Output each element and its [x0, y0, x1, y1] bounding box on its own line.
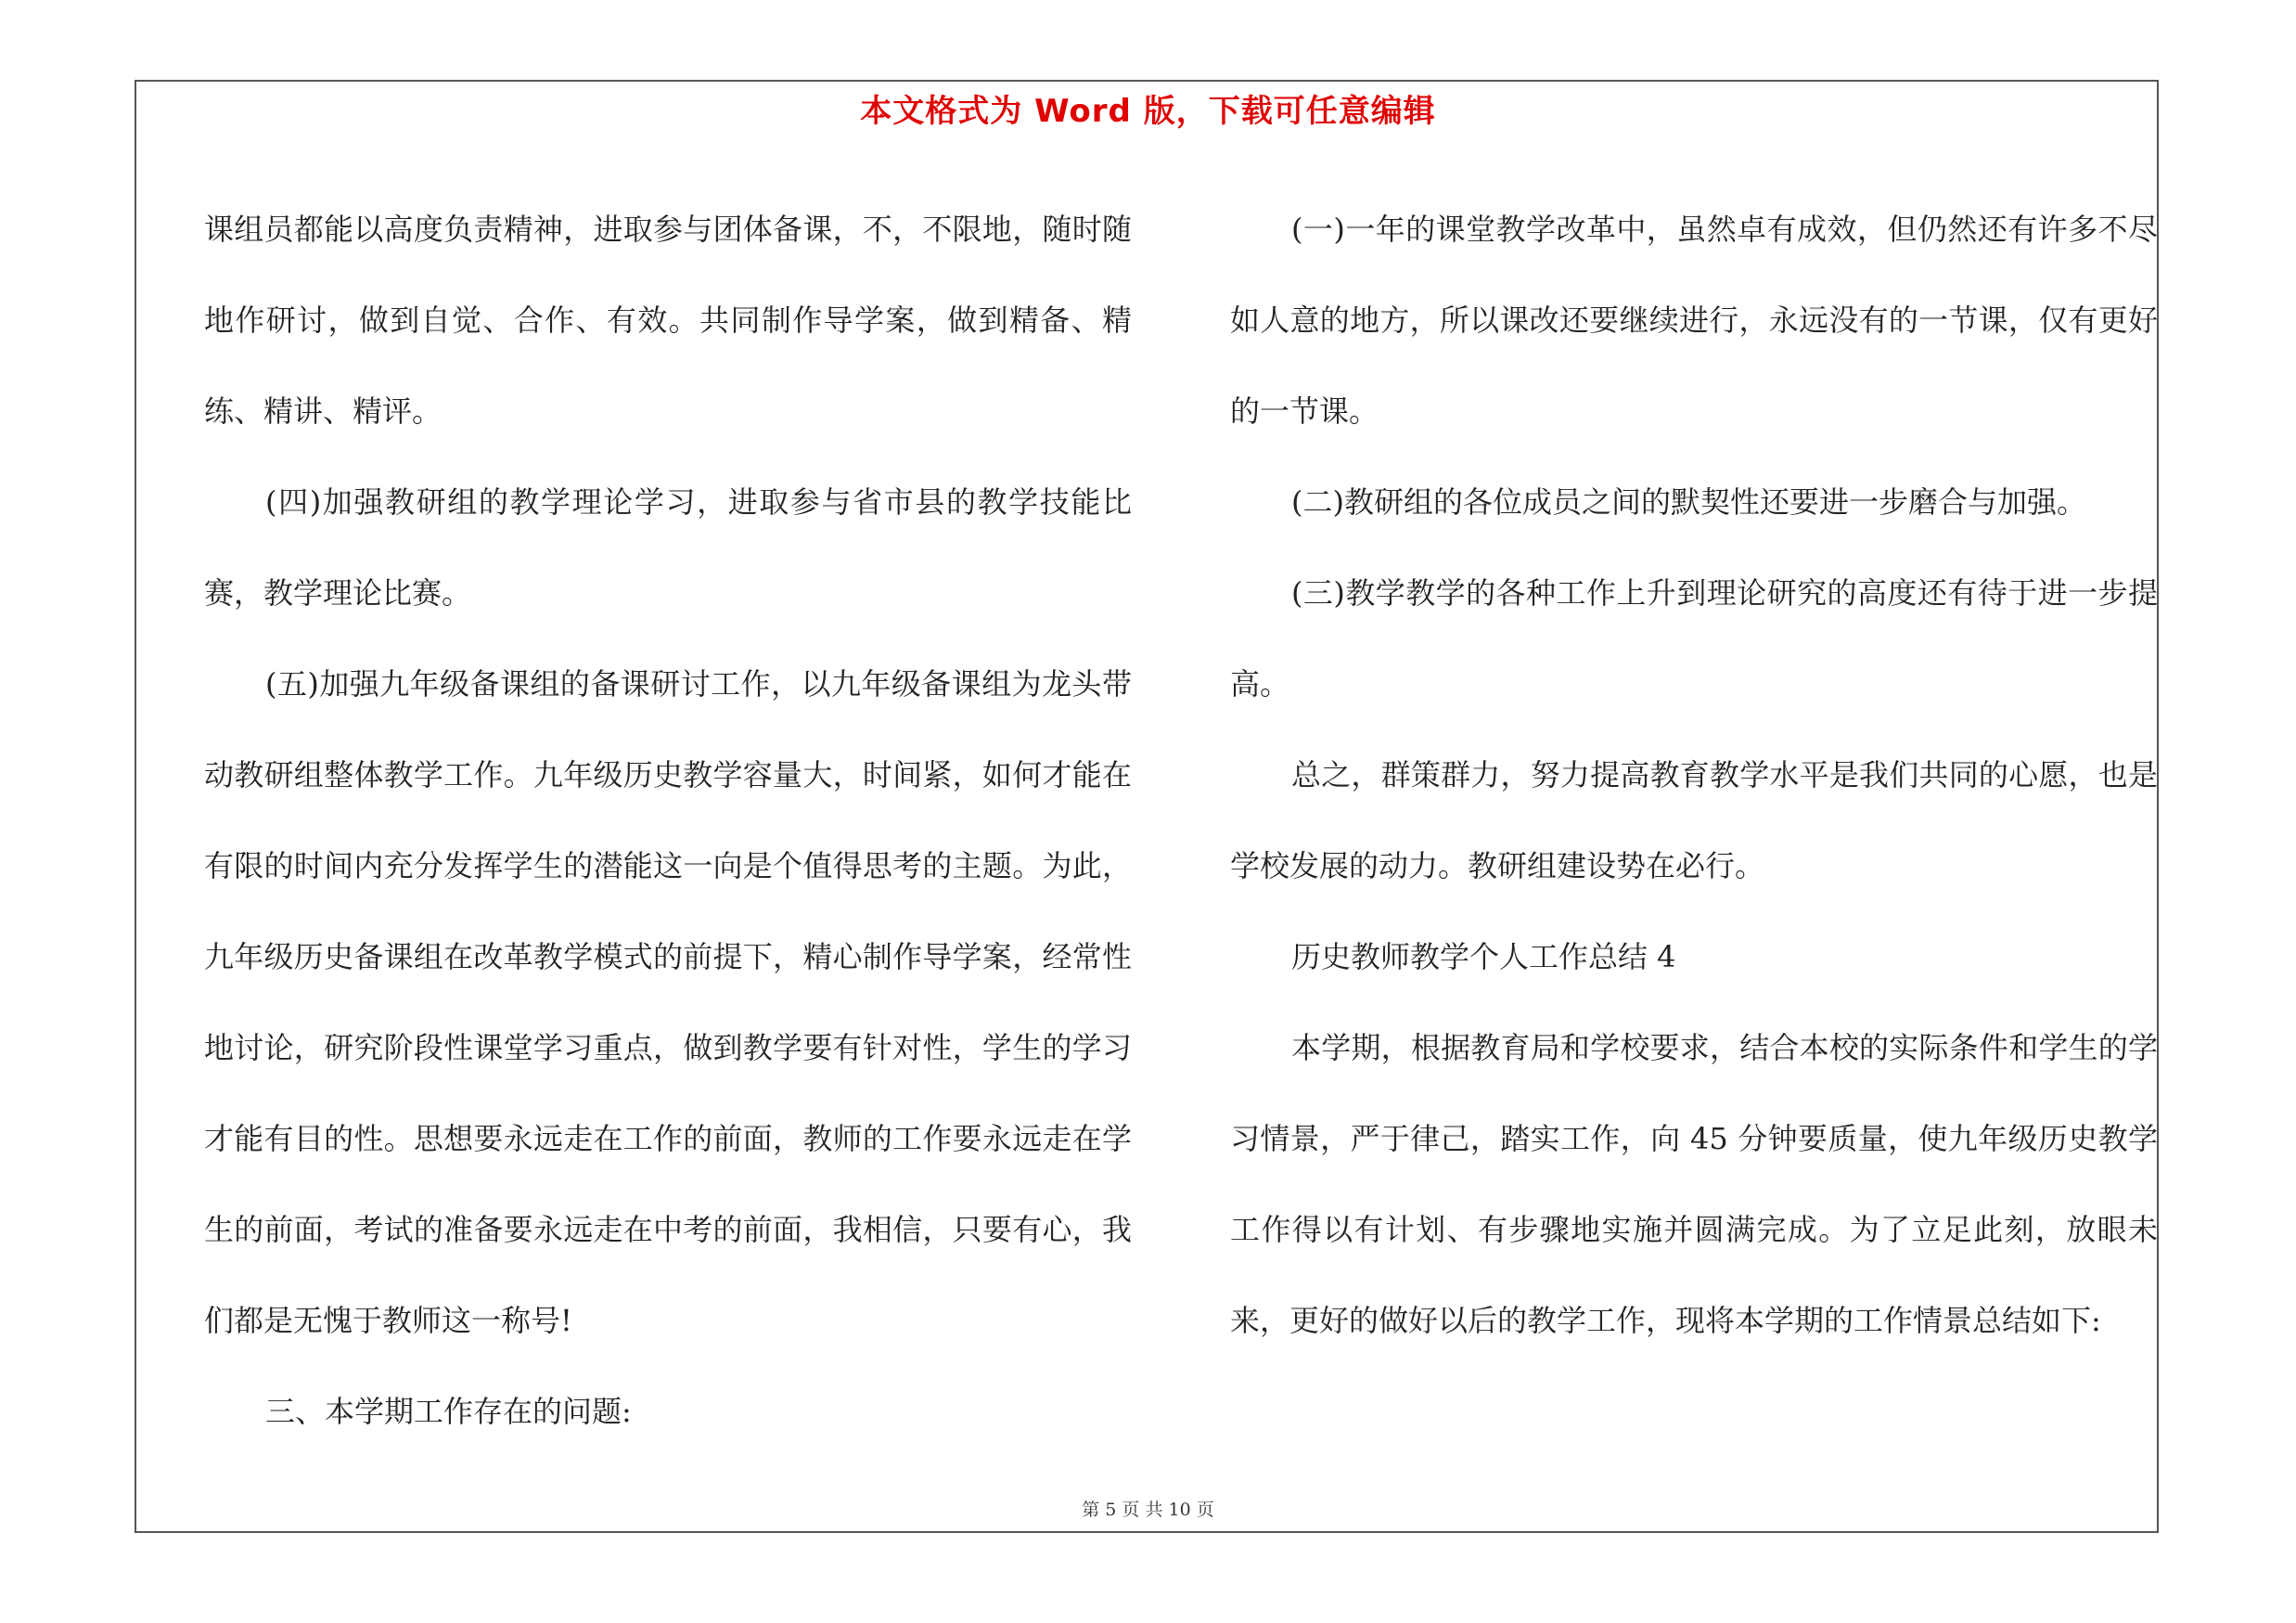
left-paragraph-4: 三、本学期工作存在的问题: — [265, 1394, 632, 1429]
right-paragraph-1: (一)一年的课堂教学改革中，虽然卓有成效，但仍然还有许多不尽如人意的地方，所以课改还要继续进行，永远没有的一节课，仅有更好的一节课。 — [1230, 212, 2158, 429]
right-paragraph-4: 总之，群策群力，努力提高教育教学水平是我们共同的心愿，也是学校发展的动力。教研组建设势在必行。 — [1230, 757, 2158, 883]
word-format-banner: 本文格式为 Word 版，下载可任意编辑 — [860, 93, 1436, 130]
right-paragraph-3: (三)教学教学的各种工作上升到理论研究的高度还有待于进一步提高。 — [1230, 575, 2158, 702]
left-paragraph-1: 课组员都能以高度负责精神，进取参与团体备课，不，不限地，随时随地作研讨，做到自觉、合作、有效。共同制作导学案，做到精备、精练、精讲、精评。 — [204, 212, 1132, 429]
right-paragraph-2: (二)教研组的各位成员之间的默契性还要进一步磨合与加强。 — [1291, 484, 2086, 520]
right-column — [1230, 184, 2158, 1366]
left-paragraph-3: (五)加强九年级备课组的备课研讨工作，以九年级备课组为龙头带动教研组整体教学工作。九年级历史教学容量大，时间紧，如何才能在有限的时间内充分发挥学生的潜能这一向是个值得思考的主题。为此，九年级历史备课组在改革教学模式的前提下，精心制作导学案，经常性地讨论，研究阶段性课堂学习重点，做到教学要有针对性，学生的学习才能有目的性。思想要永远走在工作的前面，教师的工作要永远走在学生的前面，考试的准备要永远走在中考的前面，我相信，只要有心，我们都是无愧于教师这一称号! — [204, 666, 1132, 1338]
page-number: 第 5 页 共 10 页 — [1082, 1500, 1214, 1520]
right-paragraph-6: 本学期，根据教育局和学校要求，结合本校的实际条件和学生的学习情景，严于律己，踏实工作，向 45 分钟要质量，使九年级历史教学工作得以有计划、有步骤地实施并圆满完成。为了立足此刻，放眼未来，更好的做好以后的教学工作，现将本学期的工作情景总结如下: — [1230, 1030, 2158, 1338]
right-paragraph-5: 历史教师教学个人工作总结 4 — [1291, 939, 1676, 974]
left-paragraph-2: (四)加强教研组的教学理论学习，进取参与省市县的教学技能比赛，教学理论比赛。 — [204, 484, 1132, 611]
left-column — [204, 184, 1132, 1457]
